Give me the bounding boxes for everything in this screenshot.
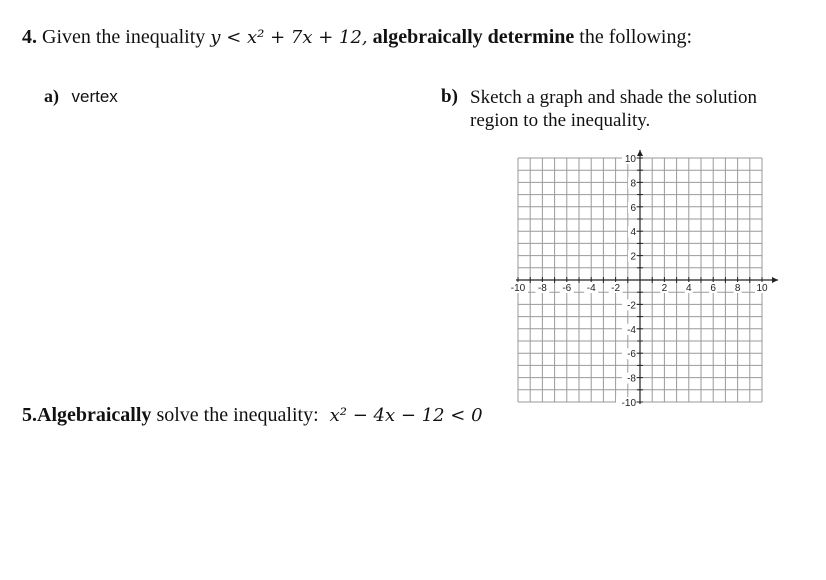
- x-tick-label: -10: [510, 283, 526, 294]
- y-tick-label: -6: [627, 349, 636, 361]
- x-tick-label: 4: [686, 283, 692, 294]
- question-5-number: 5.: [22, 404, 37, 426]
- y-tick-label: 6: [630, 202, 636, 214]
- y-tick-label: -10: [621, 398, 636, 409]
- x-tick-label: -6: [562, 283, 572, 294]
- question-4-number: 4.: [22, 26, 37, 48]
- x-tick-label: -2: [611, 283, 621, 294]
- question-4-inequality: y < x² + 7x + 12,: [210, 27, 368, 48]
- part-a-label: a): [44, 86, 59, 106]
- y-tick-label: 4: [630, 227, 636, 239]
- x-tick-label: 2: [661, 283, 668, 294]
- y-tick-label: 2: [630, 251, 636, 263]
- x-tick-label: 6: [710, 283, 716, 294]
- y-tick-label: -4: [627, 324, 636, 336]
- part-a: [44, 86, 118, 107]
- y-tick-label: 10: [624, 154, 636, 165]
- y-tick-label: -2: [627, 300, 636, 312]
- question-5-bold-text: Algebraically: [37, 404, 152, 426]
- part-b-line-1: Sketch a graph and shade the solution: [470, 87, 758, 108]
- y-tick-label: -8: [627, 373, 636, 385]
- question-4-prefix: Given the inequality: [42, 26, 206, 48]
- y-tick-label: 8: [630, 178, 636, 190]
- question-4: [22, 26, 692, 49]
- x-tick-label: 8: [734, 283, 741, 294]
- x-tick-label: -8: [537, 283, 547, 294]
- question-4-suffix: the following:: [579, 26, 693, 48]
- x-tick-label: 10: [756, 283, 768, 294]
- x-tick-label: -4: [586, 283, 596, 294]
- part-a-text: vertex: [71, 87, 118, 106]
- x-axis-arrow-icon: [772, 277, 778, 283]
- question-4-bold-text: algebraically determine: [372, 26, 575, 48]
- coordinate-grid: [510, 150, 790, 412]
- part-b-label: b): [441, 86, 458, 107]
- question-5-text: solve the inequality:: [156, 404, 319, 426]
- question-5-inequality: x² − 4x − 12 < 0: [329, 405, 483, 426]
- y-axis-arrow-icon: [637, 150, 643, 156]
- question-5: [22, 404, 483, 427]
- part-b-text: [470, 86, 800, 132]
- part-b-line-2: region to the inequality.: [470, 110, 651, 131]
